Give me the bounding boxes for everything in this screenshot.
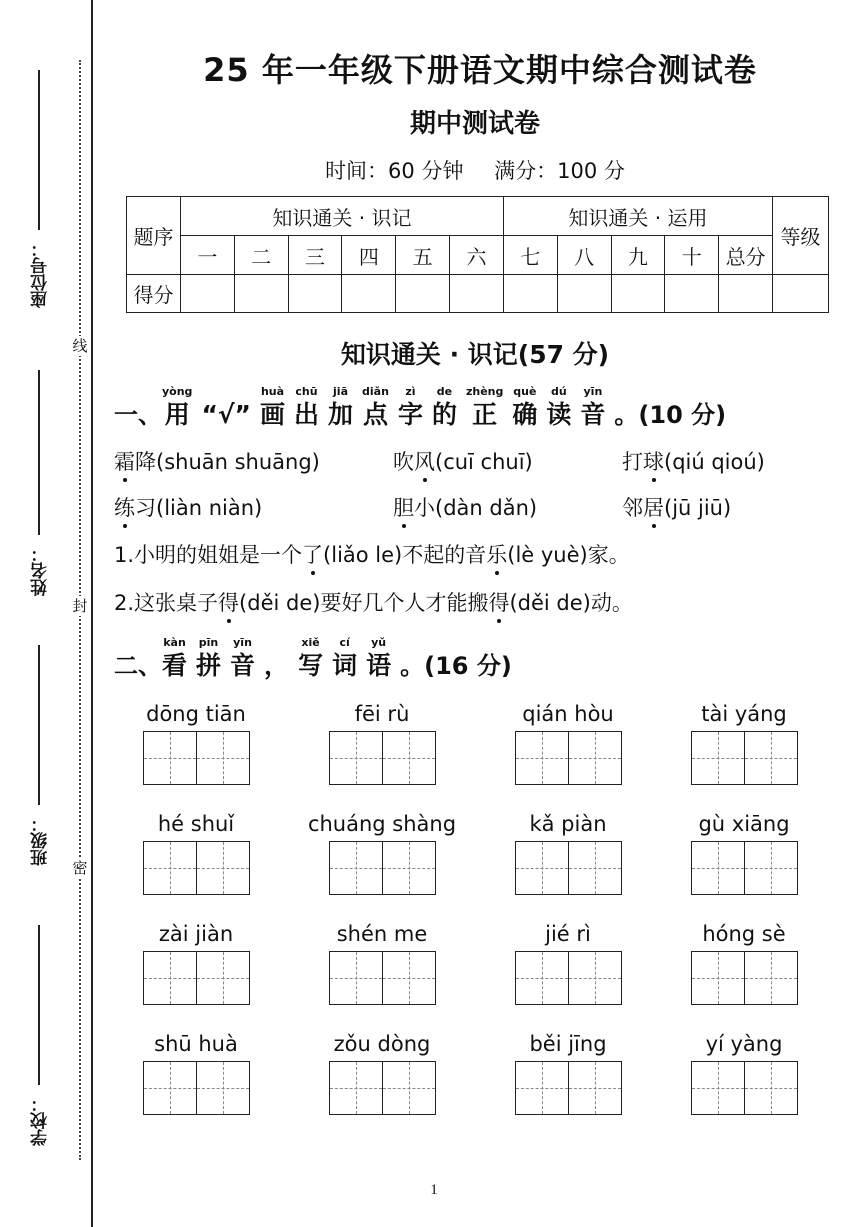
ruby-char: [230, 637, 255, 681]
score-cell[interactable]: [503, 275, 557, 313]
word-item: [493, 700, 643, 785]
seat-number-label: 座位号：: [31, 240, 51, 308]
writing-boxes: [669, 841, 819, 895]
choice-item: 练习(liàn niàn): [114, 492, 262, 522]
word-pinyin: zǒu dòng: [333, 1032, 431, 1056]
score-cell[interactable]: [181, 275, 235, 313]
table-group-apply: 知识通关 · 运用: [503, 197, 772, 236]
ruby-char: [201, 386, 251, 430]
table-col-header: 总分: [719, 236, 773, 275]
sentence-2: 2.这张桌子得(děi de)要好几个人才能搬得(děi de)动。: [114, 587, 633, 617]
pinyin-options[interactable]: (jū jiū): [664, 496, 732, 520]
table-col-header: 四: [342, 236, 396, 275]
table-col-header: 八: [557, 236, 611, 275]
ruby-pinyin: kàn: [163, 636, 186, 649]
ruby-char: [298, 637, 323, 681]
page-subtitle: 期中测试卷: [409, 109, 540, 139]
ruby-hanzi: 音: [580, 400, 606, 429]
page-number: 1: [430, 1182, 438, 1198]
word-item: [121, 1030, 271, 1115]
score-table: [126, 196, 829, 313]
ruby-pinyin: yīn: [233, 636, 252, 649]
writing-boxes: [307, 951, 457, 1005]
word-pinyin: shū huà: [154, 1032, 238, 1056]
sentence-1: 1.小明的姐姐是一个了(liǎo le)不起的音乐(lè yuè)家。: [114, 539, 630, 569]
question-2-number: 二、: [114, 652, 162, 680]
ruby-char: [580, 386, 605, 430]
word-pinyin: qián hòu: [522, 702, 614, 726]
writing-box[interactable]: [515, 1061, 569, 1115]
ruby-char: [366, 637, 391, 681]
score-cell[interactable]: [396, 275, 450, 313]
ruby-hanzi: 拼: [196, 651, 222, 680]
ruby-hanzi: 确: [512, 400, 538, 429]
writing-boxes: [493, 841, 643, 895]
pinyin-options[interactable]: (liàn niàn): [156, 496, 263, 520]
writing-box[interactable]: [197, 841, 250, 895]
word-pinyin: dōng tiān: [146, 702, 246, 726]
ruby-pinyin: yīn: [583, 385, 603, 398]
name-label: 姓名：: [31, 545, 51, 596]
ruby-pinyin: yǔ: [371, 636, 387, 649]
choice-item: 邻居(jū jiū): [622, 492, 731, 522]
writing-box[interactable]: [691, 731, 745, 785]
writing-boxes: [121, 1061, 271, 1115]
ruby-char: [332, 637, 357, 681]
grade-cell[interactable]: [773, 275, 829, 313]
word-pinyin: gù xiāng: [698, 812, 790, 836]
writing-box[interactable]: [143, 951, 197, 1005]
ruby-hanzi: 音: [230, 651, 256, 680]
ruby-char: [264, 637, 289, 681]
choice-item: 打球(qiú qioú): [622, 446, 765, 476]
word-item: [493, 920, 643, 1005]
ruby-hanzi: 看: [162, 651, 188, 680]
choice-item: 吹风(cuī chuī): [393, 446, 533, 476]
ruby-pinyin: dú: [551, 385, 567, 398]
writing-box[interactable]: [515, 951, 569, 1005]
choice-item: 胆小(dàn dǎn): [393, 492, 537, 522]
writing-boxes: [307, 731, 457, 785]
ruby-hanzi: 语: [366, 651, 392, 680]
ruby-pinyin: diǎn: [362, 385, 389, 398]
ruby-char: [546, 386, 571, 430]
table-col-header: 一: [181, 236, 235, 275]
writing-box[interactable]: [745, 1061, 798, 1115]
score-cell[interactable]: [450, 275, 504, 313]
exam-full-score: 满分：100 分: [494, 159, 625, 183]
word-item: [307, 920, 457, 1005]
word-item: [669, 1030, 819, 1115]
ruby-pinyin: cí: [339, 636, 350, 649]
ruby-pinyin: pīn: [198, 636, 219, 649]
ruby-hanzi: 出: [294, 400, 320, 429]
ruby-hanzi: 正: [472, 400, 498, 429]
pinyin-options[interactable]: (dàn dǎn): [435, 496, 538, 520]
writing-box[interactable]: [515, 841, 569, 895]
ruby-hanzi: 画: [259, 400, 285, 429]
table-col-header: 三: [288, 236, 342, 275]
seal-char-seal: 封: [70, 596, 90, 616]
seal-char-secret: 密: [70, 858, 90, 878]
score-cell[interactable]: [611, 275, 665, 313]
writing-box[interactable]: [143, 1061, 197, 1115]
writing-boxes: [669, 951, 819, 1005]
question-1-ruby-text: [162, 386, 614, 430]
word-item: [121, 810, 271, 895]
pinyin-options[interactable]: (shuān shuāng): [156, 450, 320, 474]
writing-boxes: [493, 731, 643, 785]
ruby-char: [466, 386, 503, 430]
word-pinyin: zài jiàn: [158, 922, 234, 946]
binding-margin-line: [91, 0, 93, 1227]
writing-box[interactable]: [569, 731, 622, 785]
word-pinyin: běi jīng: [529, 1032, 607, 1056]
writing-box[interactable]: [329, 1061, 383, 1115]
word-item: [307, 810, 457, 895]
writing-box[interactable]: [569, 1061, 622, 1115]
table-group-recall: 知识通关 · 识记: [181, 197, 504, 236]
word-pinyin: fēi rù: [354, 702, 410, 726]
writing-boxes: [669, 731, 819, 785]
writing-box[interactable]: [143, 731, 197, 785]
question-2-ruby-text: [162, 637, 400, 681]
writing-boxes: [493, 951, 643, 1005]
writing-box[interactable]: [745, 841, 798, 895]
table-col-header: 十: [665, 236, 719, 275]
seat-number-line[interactable]: [38, 70, 40, 230]
table-col-header: 六: [450, 236, 504, 275]
ruby-hanzi: 字: [397, 400, 423, 429]
ruby-char: [294, 386, 319, 430]
page-title: 25 年一年级下册语文期中综合测试卷: [203, 51, 757, 89]
word-item: [307, 1030, 457, 1115]
word-item: [121, 920, 271, 1005]
table-col-header: 七: [503, 236, 557, 275]
word-item: [121, 700, 271, 785]
writing-box[interactable]: [143, 841, 197, 895]
section-title-recall: 知识通关 · 识记(57 分): [340, 340, 610, 369]
word-pinyin: hóng sè: [702, 922, 786, 946]
ruby-hanzi: 加: [328, 400, 354, 429]
ruby-pinyin: què: [513, 385, 537, 398]
writing-boxes: [307, 1061, 457, 1115]
question-1-number: 一、: [114, 401, 162, 429]
writing-box[interactable]: [329, 731, 383, 785]
exam-time: 时间：60 分钟: [325, 159, 464, 183]
word-pinyin: jié rì: [545, 922, 591, 946]
school-line[interactable]: [38, 925, 40, 1085]
name-line[interactable]: [38, 370, 40, 535]
ruby-hanzi: 点: [362, 400, 388, 429]
word-pinyin: tài yáng: [701, 702, 787, 726]
table-header-grade: 等级: [773, 197, 829, 275]
word-item: [669, 920, 819, 1005]
writing-box[interactable]: [383, 731, 436, 785]
word-item: [493, 810, 643, 895]
word-pinyin: chuáng shàng: [307, 812, 457, 836]
ruby-char: [432, 386, 457, 430]
writing-box[interactable]: [691, 951, 745, 1005]
writing-box[interactable]: [383, 841, 436, 895]
question-2-points: 。(16 分): [400, 652, 512, 680]
score-cell[interactable]: [557, 275, 611, 313]
ruby-char: [162, 386, 192, 430]
writing-box[interactable]: [691, 841, 745, 895]
table-col-header: 九: [611, 236, 665, 275]
ruby-char: [196, 637, 221, 681]
writing-boxes: [493, 1061, 643, 1115]
pinyin-options[interactable]: (qiú qioú): [664, 450, 765, 474]
ruby-pinyin: xiě: [301, 636, 320, 649]
ruby-hanzi: 词: [332, 651, 358, 680]
writing-boxes: [121, 841, 271, 895]
ruby-char: [162, 637, 187, 681]
ruby-hanzi: “√”: [201, 400, 251, 429]
writing-box[interactable]: [197, 951, 250, 1005]
question-1-points: 。(10 分): [614, 401, 727, 429]
class-label: 班级：: [31, 815, 51, 866]
writing-box[interactable]: [329, 951, 383, 1005]
ruby-pinyin: de: [436, 385, 453, 398]
word-pinyin: kǎ piàn: [529, 812, 607, 836]
writing-box[interactable]: [745, 951, 798, 1005]
class-line[interactable]: [38, 645, 40, 805]
writing-box[interactable]: [745, 731, 798, 785]
writing-box[interactable]: [197, 1061, 250, 1115]
writing-box[interactable]: [329, 841, 383, 895]
writing-box[interactable]: [691, 1061, 745, 1115]
ruby-pinyin: chū: [295, 385, 318, 398]
ruby-hanzi: 用: [164, 400, 190, 429]
ruby-pinyin: yòng: [162, 385, 193, 398]
ruby-pinyin: huà: [260, 385, 285, 398]
ruby-pinyin: jiā: [333, 385, 348, 398]
writing-boxes: [121, 731, 271, 785]
ruby-pinyin: zì: [405, 385, 416, 398]
word-pinyin: hé shuǐ: [157, 812, 235, 836]
pinyin-options[interactable]: (cuī chuī): [435, 450, 533, 474]
score-cell[interactable]: [719, 275, 773, 313]
writing-box[interactable]: [569, 841, 622, 895]
score-cell[interactable]: [342, 275, 396, 313]
ruby-char: [512, 386, 537, 430]
table-header-order: 题序: [127, 197, 181, 275]
ruby-hanzi: 写: [298, 651, 324, 680]
word-pinyin: shén me: [336, 922, 428, 946]
writing-boxes: [121, 951, 271, 1005]
ruby-hanzi: 读: [546, 400, 572, 429]
table-col-header: 二: [234, 236, 288, 275]
word-item: [307, 700, 457, 785]
ruby-char: [260, 386, 285, 430]
writing-box[interactable]: [569, 951, 622, 1005]
writing-boxes: [307, 841, 457, 895]
choice-item: 霜降(shuān shuāng): [114, 446, 320, 476]
ruby-char: [362, 386, 389, 430]
score-cell[interactable]: [234, 275, 288, 313]
ruby-hanzi: ，: [264, 651, 290, 680]
score-cell[interactable]: [665, 275, 719, 313]
ruby-char: [398, 386, 423, 430]
writing-box[interactable]: [383, 1061, 436, 1115]
question-1-heading: [114, 386, 726, 430]
word-item: [669, 700, 819, 785]
ruby-pinyin: zhèng: [465, 385, 504, 398]
word-item: [493, 1030, 643, 1115]
ruby-hanzi: 的: [431, 400, 457, 429]
table-col-header: 五: [396, 236, 450, 275]
writing-box[interactable]: [197, 731, 250, 785]
exam-info: [110, 155, 840, 185]
score-cell[interactable]: [288, 275, 342, 313]
table-row-label-score: 得分: [127, 275, 181, 313]
writing-boxes: [669, 1061, 819, 1115]
ruby-char: [328, 386, 353, 430]
school-label: 学校：: [31, 1095, 51, 1146]
question-2-heading: [114, 637, 512, 681]
seal-char-line: 线: [70, 336, 90, 356]
writing-box[interactable]: [515, 731, 569, 785]
word-pinyin: yí yàng: [705, 1032, 783, 1056]
word-item: [669, 810, 819, 895]
writing-box[interactable]: [383, 951, 436, 1005]
